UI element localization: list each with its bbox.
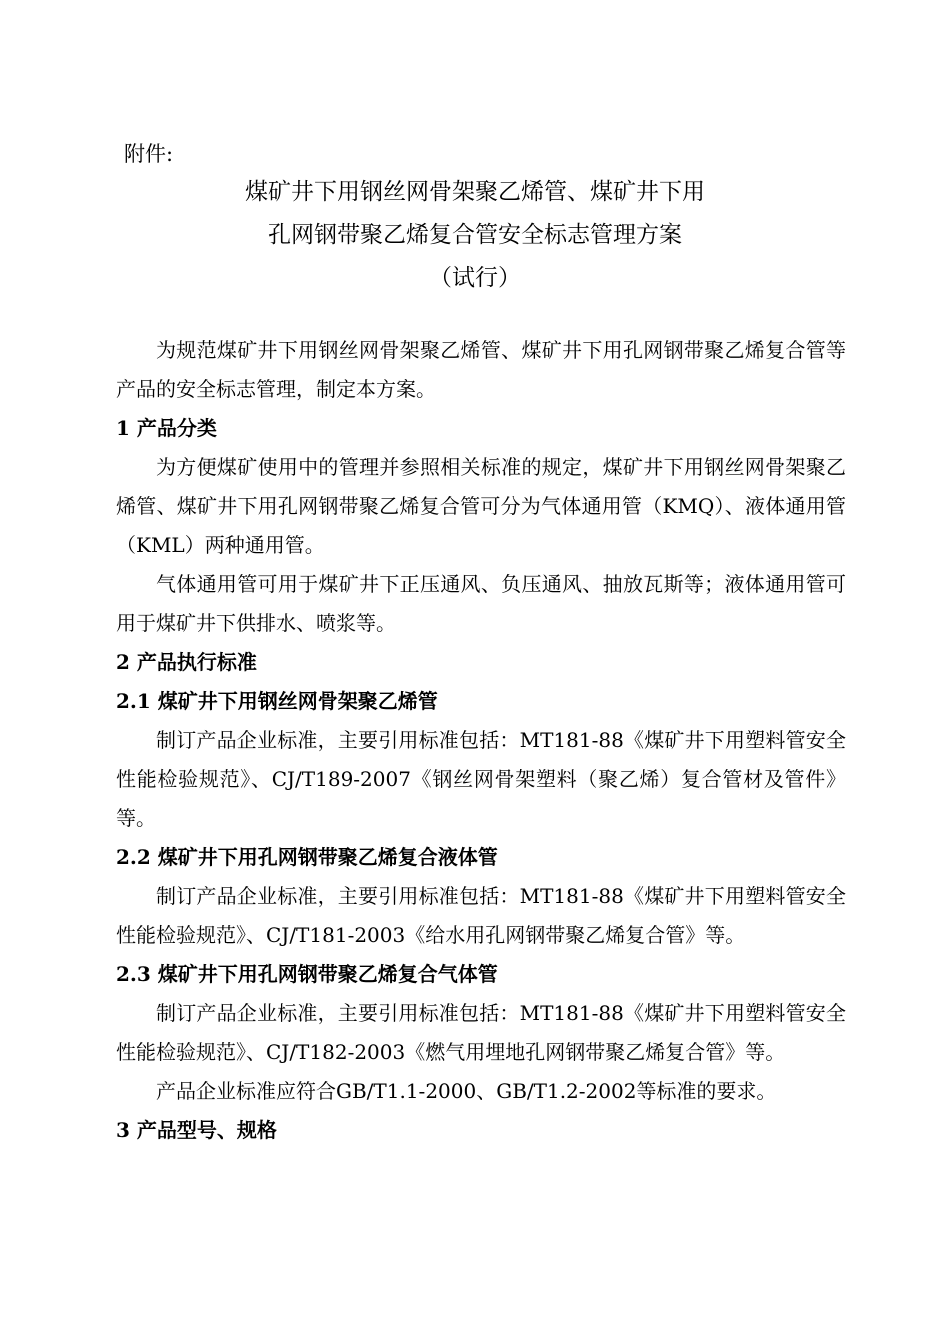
section-1-paragraph-1: 为方便煤矿使用中的管理并参照相关标准的规定，煤矿井下用钢丝网骨架聚乙烯管、煤矿井下用孔网钢带聚乙烯复合管可分为气体通用管（KMQ）、液体通用管（KML）两种通用管。: [116, 455, 846, 557]
section-2-1-heading: 2.1 煤矿井下用钢丝网骨架聚乙烯管: [116, 689, 438, 713]
document-title-line-1: 煤矿井下用钢丝网骨架聚乙烯管、煤矿井下用: [245, 179, 705, 205]
document-title-line-2: 孔网钢带聚乙烯复合管安全标志管理方案: [268, 222, 682, 248]
attachment-label: 附件:: [124, 142, 174, 166]
intro-paragraph: 为规范煤矿井下用钢丝网骨架聚乙烯管、煤矿井下用孔网钢带聚乙烯复合管等产品的安全标志管理，制定本方案。: [116, 338, 846, 401]
section-2-heading: 2 产品执行标准: [116, 650, 257, 674]
section-1-heading: 1 产品分类: [116, 416, 217, 440]
document-title-line-3: （试行）: [429, 265, 521, 291]
section-2-2-heading: 2.2 煤矿井下用孔网钢带聚乙烯复合液体管: [116, 845, 498, 869]
section-2-1-paragraph: 制订产品企业标准，主要引用标准包括：MT181-88《煤矿井下用塑料管安全性能检验规范》、CJ/T189-2007《钢丝网骨架塑料（聚乙烯）复合管材及管件》等。: [116, 728, 846, 830]
section-2-3-heading: 2.3 煤矿井下用孔网钢带聚乙烯复合气体管: [116, 962, 498, 986]
document-body: [116, 331, 846, 1150]
section-2-3-paragraph-2: 产品企业标准应符合GB/T1.1-2000、GB/T1.2-2002等标准的要求。: [156, 1079, 777, 1103]
section-1-paragraph-2: 气体通用管可用于煤矿井下正压通风、负压通风、抽放瓦斯等；液体通用管可用于煤矿井下供排水、喷浆等。: [116, 572, 846, 635]
section-2-2-paragraph: 制订产品企业标准，主要引用标准包括：MT181-88《煤矿井下用塑料管安全性能检验规范》、CJ/T181-2003《给水用孔网钢带聚乙烯复合管》等。: [116, 884, 846, 947]
section-2-3-paragraph: 制订产品企业标准，主要引用标准包括：MT181-88《煤矿井下用塑料管安全性能检验规范》、CJ/T182-2003《燃气用埋地孔网钢带聚乙烯复合管》等。: [116, 1001, 846, 1064]
section-3-heading: 3 产品型号、规格: [116, 1118, 277, 1142]
